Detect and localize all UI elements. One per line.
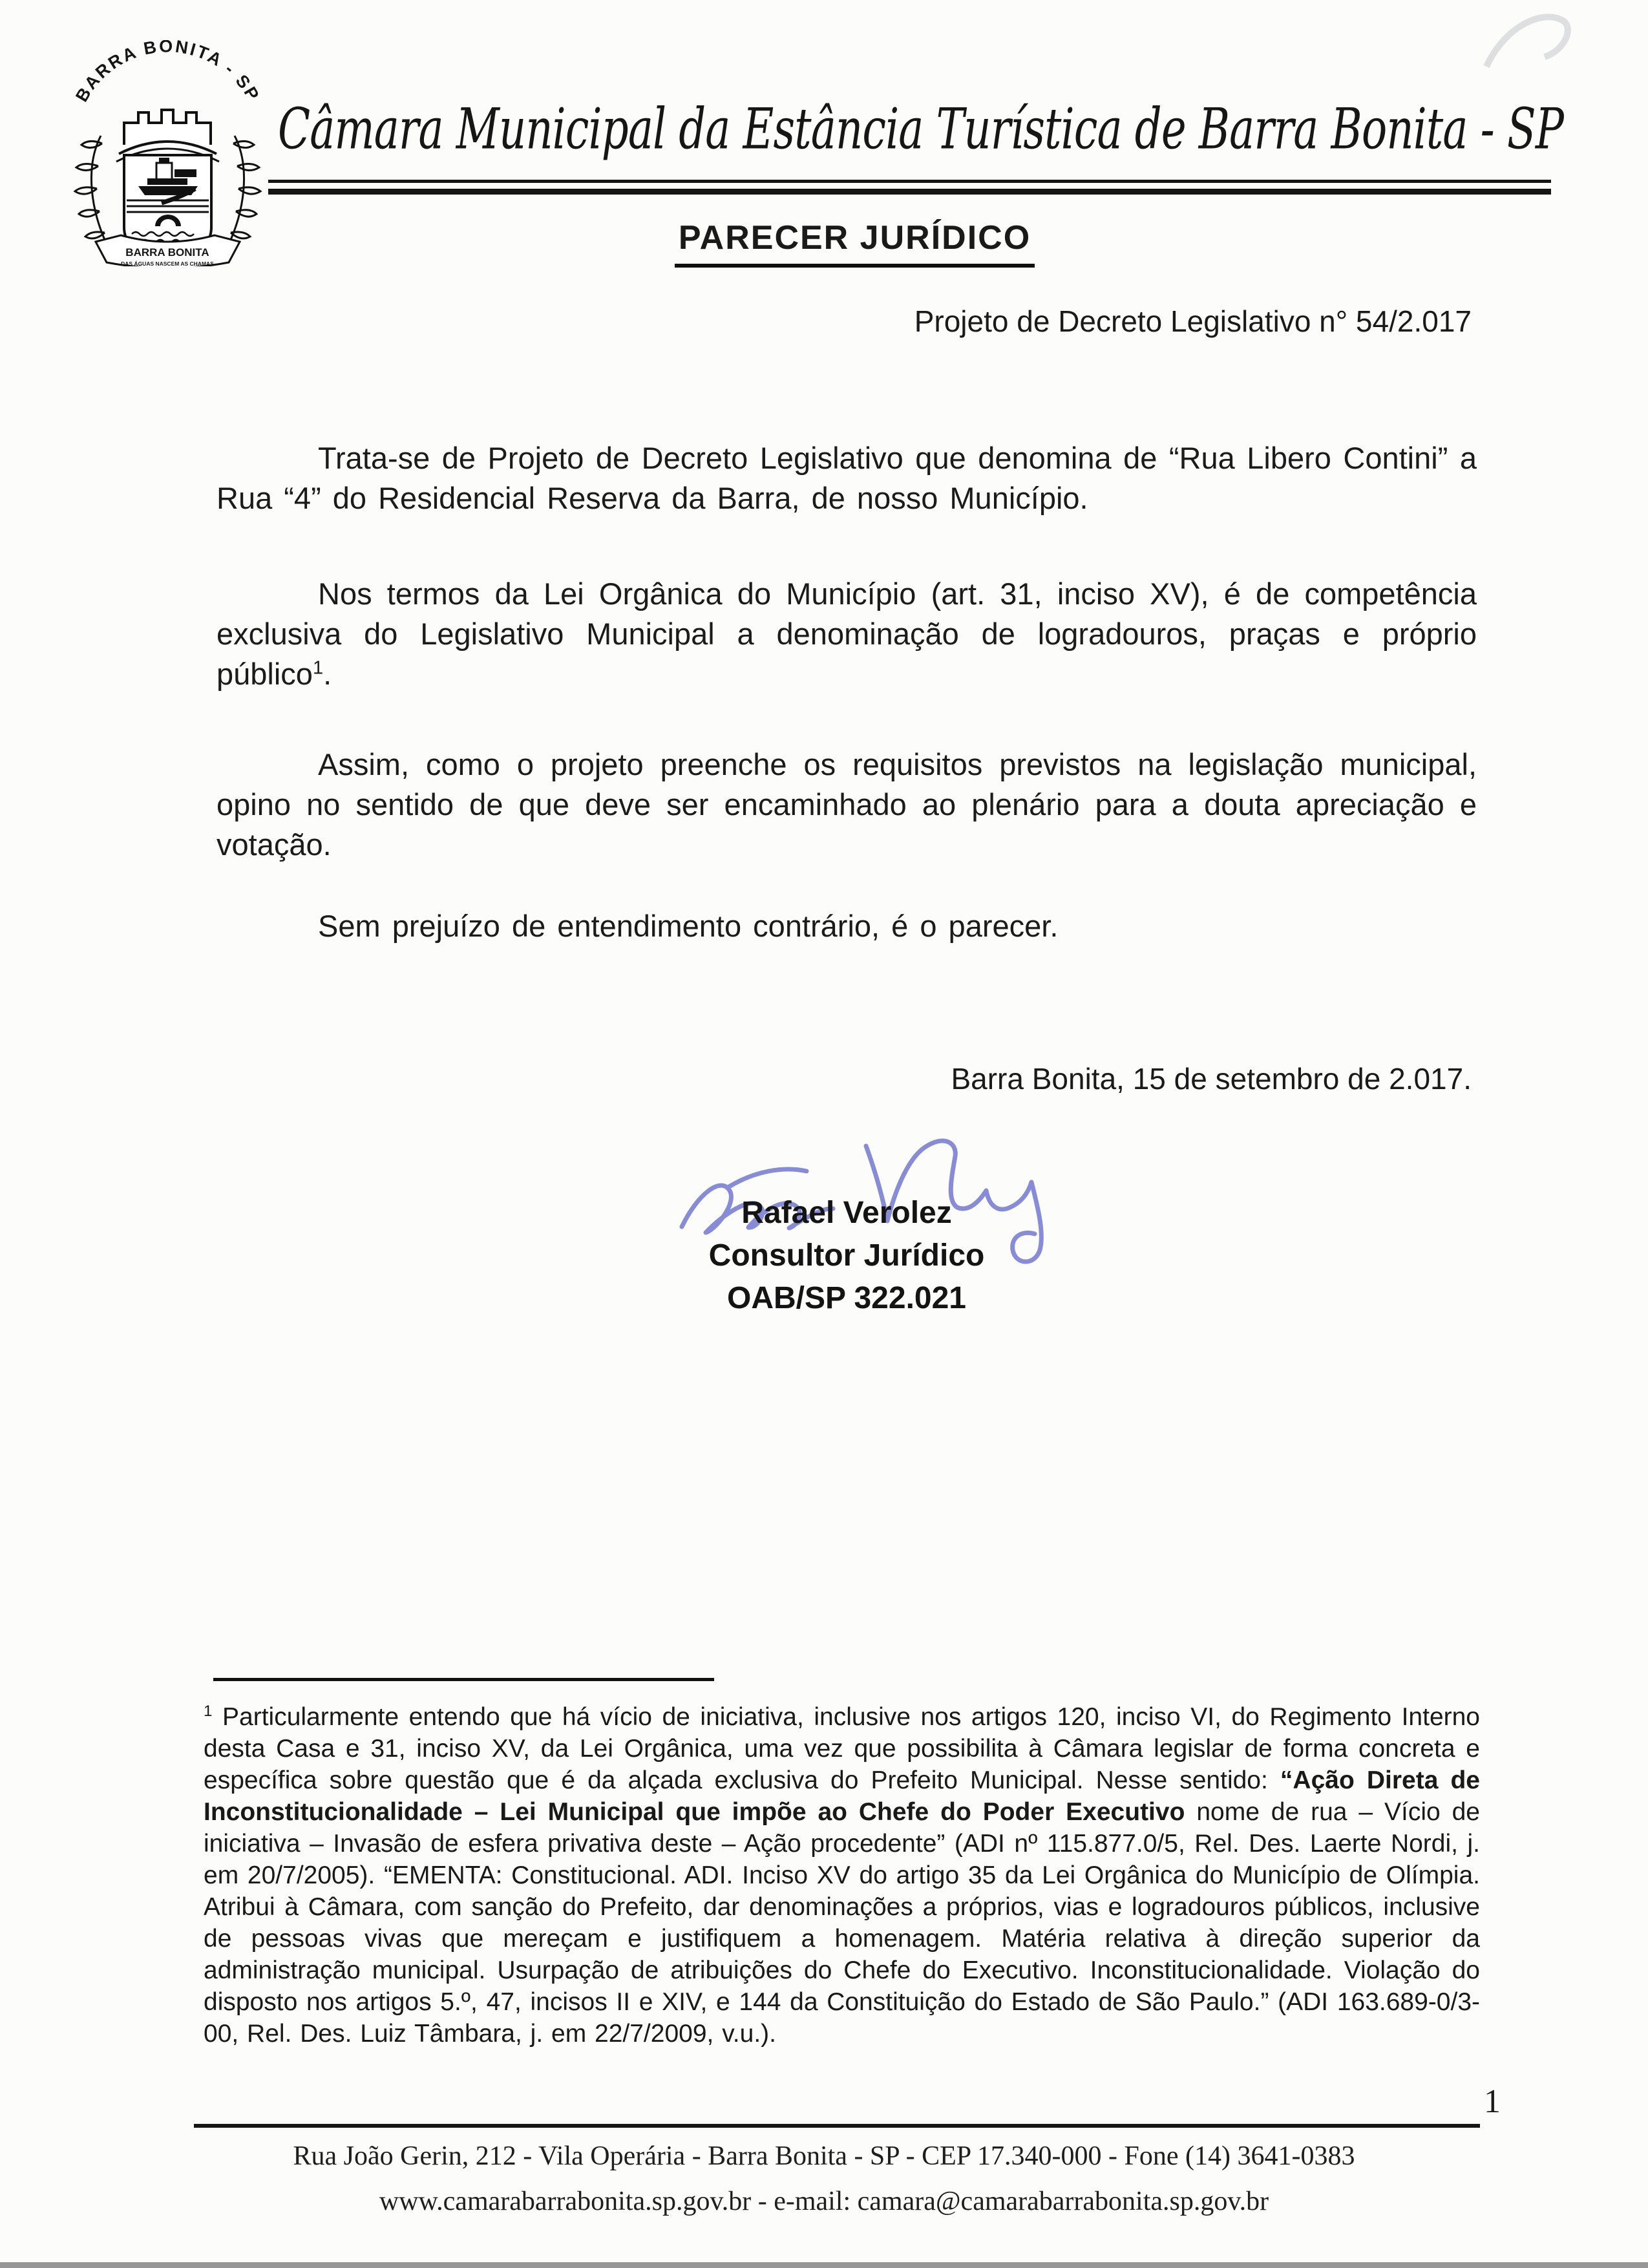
page-number: 1: [1484, 2083, 1501, 2120]
document-title-row: [0, 218, 1648, 268]
footer-contact: www.camarabarrabonita.sp.gov.br - e-mail: camara@camarabarrabonita.sp.gov.br: [379, 2187, 1269, 2216]
dateline: Barra Bonita, 15 de setembro de 2.017.: [951, 1062, 1472, 1096]
footer-address: Rua João Gerin, 212 - Vila Operária - Barra Bonita - SP - CEP 17.340-000 - Fone (14) 3641-0383: [293, 2141, 1355, 2171]
masthead-org-name: Câmara Municipal da Estância Turística de Barra Bonita - SP: [278, 97, 1564, 162]
signatory-role: Consultor Jurídico: [708, 1238, 985, 1273]
page-title: PARECER JURÍDICO: [675, 218, 1035, 268]
signatory-block: [569, 1192, 1125, 1320]
scan-artifact-icon: [1467, 5, 1577, 76]
signatory-oab: OAB/SP 322.021: [726, 1281, 966, 1315]
masthead-rule: [268, 180, 1551, 195]
svg-text:BARRA BONITA - SP: BARRA BONITA - SP: [72, 40, 264, 105]
svg-text:BARRA BONITA: BARRA BONITA: [125, 246, 209, 259]
subject-line: Projeto de Decreto Legislativo n° 54/2.017: [914, 304, 1472, 338]
body-paragraph: Assim, como o projeto preenche os requisitos previstos na legislação municipal, opino no sentido de que deve ser encaminhado ao plenário para a douta apreciação e votação.: [217, 747, 1477, 862]
footnote: $^1$ Particularmente entendo que há vício de iniciativa, inclusive nos artigos 120, inciso VI, do Regimento Interno desta Casa e 31, inciso XV, da Lei Orgânica, uma vez que possibilita à Câmara legislar de forma concreta e específica sobre questão que é da alçada exclusiva do Prefeito Municipal. Nesse sentido: “Ação Direta de Inconstitucionalidade – Lei Municipal que impõe ao Chefe do Poder Executivo nome de rua – Vício de iniciativa – Invasão de esfera privativa deste – Ação procedente” (ADI nº 115.877.0/5, Rel. Des. Laerte Nordi, j. em 20/7/2005). “EMENTA: Constitucional. ADI. Inciso XV do artigo 35 da Lei Orgânica do Município de Olímpia. Atribui à Câmara, com sanção do Prefeito, dar denominações a próprios, vias e logradouros públicos, inclusive de pessoas vivas que mereçam e justifiquem a homenagem. Matéria relativa à direção superior da administração municipal. Usurpação de atribuições do Chefe do Executivo. Inconstitucionalidade. Violação do disposto nos artigos 5.º, 47, incisos II e XIV, e 144 da Constituição do Estado de São Paulo.” (ADI 163.689-0/3-00, Rel. Des. Luiz Tâmbara, j. em 22/7/2009, v.u.).: [204, 1702, 1480, 2048]
svg-text:DAS ÁGUAS NASCEM AS CHAMAS: DAS ÁGUAS NASCEM AS CHAMAS: [121, 260, 214, 266]
body-paragraph: Sem prejuízo de entendimento contrário, é o parecer.: [318, 909, 1059, 943]
signatory-name: Rafael Verolez: [741, 1196, 952, 1230]
footnote-separator: [213, 1678, 714, 1681]
body-paragraph: Trata-se de Projeto de Decreto Legislativo que denomina de “Rua Libero Contini” a Rua “4” do Residencial Reserva da Barra, de nosso Município.: [217, 441, 1477, 515]
scan-edge-artifact: [0, 2262, 1648, 2268]
page-bottom-rule: [194, 2124, 1480, 2128]
body-paragraph: Nos termos da Lei Orgânica do Município (art. 31, inciso XV), é de competência exclusiva do Legislativo Municipal a denominação de logradouros, praças e próprio público$^1$.: [217, 577, 1477, 691]
